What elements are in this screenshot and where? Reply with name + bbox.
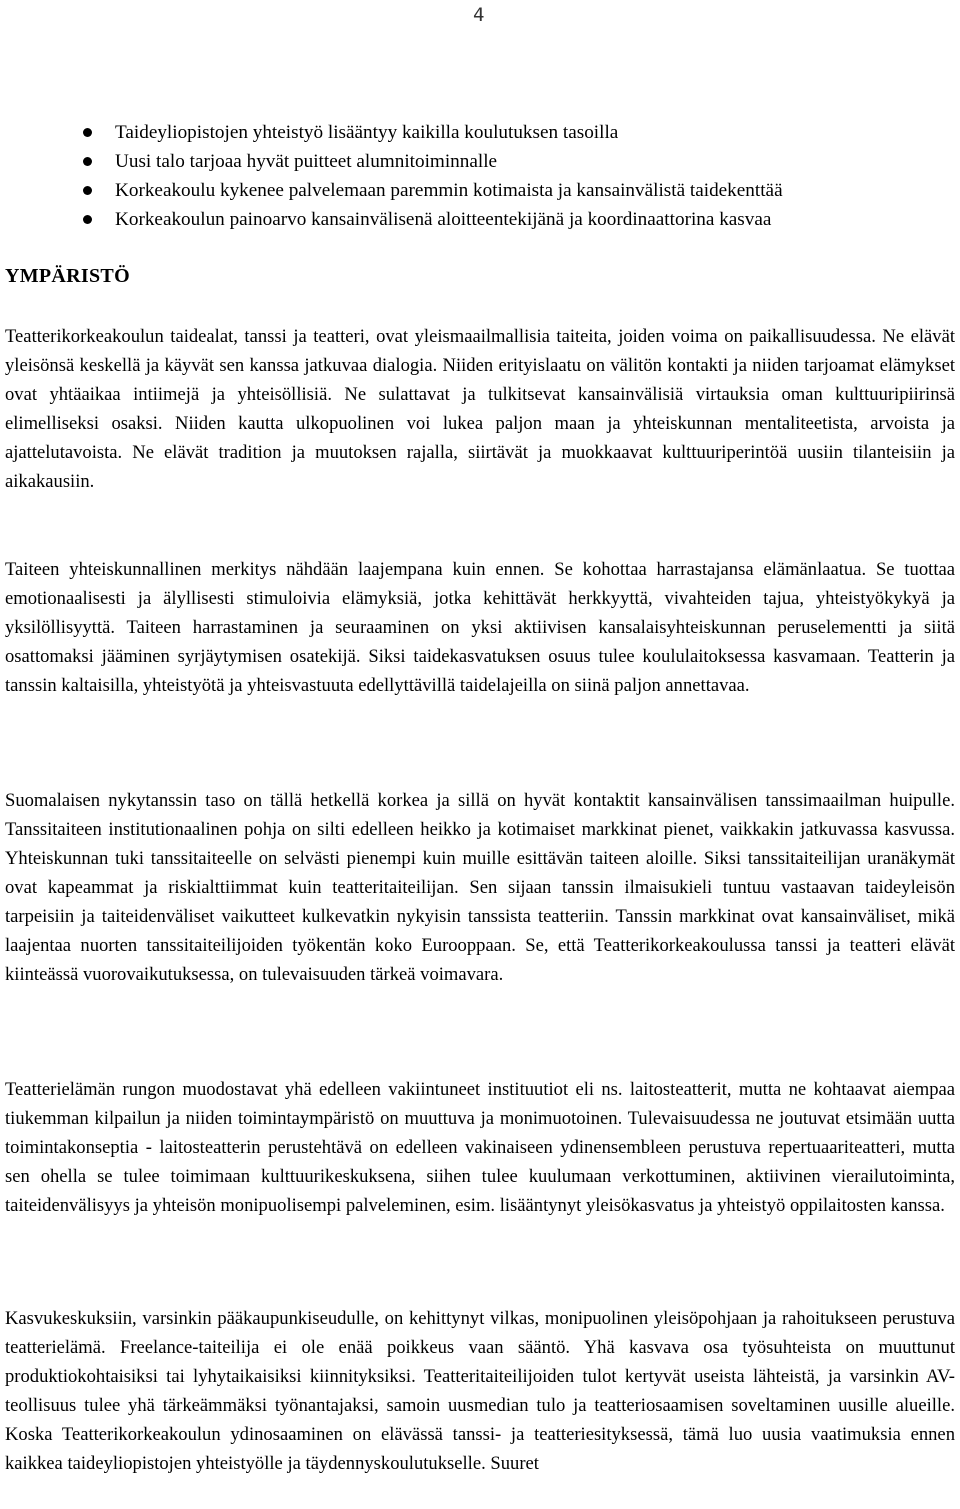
- bullet-text: Uusi talo tarjoaa hyvät puitteet alumnitoiminnalle: [115, 151, 498, 172]
- list-item: [0, 118, 783, 147]
- section-heading: YMPÄRISTÖ: [5, 265, 130, 287]
- paragraph: Taiteen yhteiskunnallinen merkitys nähdään laajempana kuin ennen. Se kohottaa harrastajansa elämänlaatua. Se tuottaa emotionaalisesti ja älyllisesti stimuloivia elämyksiä, jotka kehittävät herkkyyttä, vivahteiden tajua, yhteistyökykyä ja yksilöllisyyttä. Taiteen harrastaminen ja seuraaminen on yksi aktiivisen kansalaisyhteiskunnan peruselementti ja siitä osattomaksi jääminen syrjäytymisen osatekijä. Siksi taidekasvatuksen osuus tulee koululaitoksessa kasvamaan. Teatterin ja tanssin kaltaisilla, yhteistyötä ja yhteisvastuuta edellyttävillä taidelajeilla on siinä paljon annettavaa.: [5, 559, 955, 696]
- page-number: 4: [473, 4, 485, 26]
- paragraph: Suomalaisen nykytanssin taso on tällä hetkellä korkea ja sillä on hyvät kontaktit kansainvälisen tanssimaailman huipulle. Tanssitaiteen institutionaalinen pohja on silti edelleen heikko ja kotimaiset markkinat pienet, vaikkakin jatkuvassa kasvussa. Yhteiskunnan tuki tanssitaiteelle on selvästi pienempi kuin muille esittävän taiteen aloille. Siksi tanssitaiteilijan uranäkymät ovat kapeammat ja riskialttiimmat kuin teatteritaiteilijan. Sen sijaan tanssin ilmaisukieli tuntuu vastaavan taideyleisön tarpeisiin ja taiteidenväliset vaikutteet kulkevatkin nykyisin tanssista teatteriin. Tanssin markkinat ovat kansainväliset, mikä laajentaa nuorten tanssitaiteilijoiden työkentän koko Eurooppaan. Se, että Teatterikorkeakoulussa tanssi ja teatteri elävät kiinteässä vuorovaikutuksessa, on tulevaisuuden tärkeä voimavara.: [5, 790, 955, 985]
- bullet-text: Taideyliopistojen yhteistyö lisääntyy kaikilla koulutuksen tasoilla: [115, 122, 619, 143]
- bullet-list: [0, 118, 783, 234]
- bullet-icon: [83, 128, 92, 137]
- bullet-text: Korkeakoulun painoarvo kansainvälisenä aloitteentekijänä ja koordinaattorina kasvaa: [115, 209, 772, 230]
- paragraph: Teatterikorkeakoulun taidealat, tanssi ja teatteri, ovat yleismaailmallisia taiteita, joiden voima on paikallisuudessa. Ne elävät yleisönsä keskellä ja käyvät sen kanssa jatkuvaa dialogia. Niiden erityislaatu on välitön kontakti ja niiden tarjoamat elämykset ovat yhtäaikaa intiimejä ja yhteisöllisiä. Ne sulattavat ja tulkitsevat kansainvälisiä virtauksia oman kulttuuripiirinsä elimelliseksi osaksi. Niiden kautta ulkopuolinen voi lukea paljon maan ja yhteiskunnan mentaliteetista, arvoista ja ajattelutavoista. Ne elävät tradition ja muutoksen rajalla, siirtävät ja muokkaavat kulttuuriperintöä uusiin tilanteisiin ja aikakausiin.: [5, 326, 955, 492]
- bullet-icon: [83, 215, 92, 224]
- paragraph: Teatterielämän rungon muodostavat yhä edelleen vakiintuneet instituutiot eli ns. laitosteatterit, mutta ne kohtaavat aiempaa tiukemman kilpailun ja niiden toimintaympäristö on muuttuva ja monimuotoinen. Tulevaisuudessa ne joutuvat etsimään uutta toimintakonseptia - laitosteatterin perustehtävä on edelleen vakinaiseen ydinensembleen perustuva repertuaariteatteri, mutta sen ohella se tulee toimimaan kulttuurikeskuksena, siihen tulee kuulumaan verkottuminen, aktiivinen vierailutoiminta, taiteidenvälisyys ja yhteisön monipuolisempi palveleminen, esim. lisääntynyt yleisökasvatus ja yhteistyö oppilaitosten kanssa.: [5, 1079, 955, 1216]
- paragraph: Kasvukeskuksiin, varsinkin pääkaupunkiseudulle, on kehittynyt vilkas, monipuolinen yleisöpohjaan ja rahoitukseen perustuva teatterielämä. Freelance-taiteilija ei ole enää poikkeus vaan sääntö. Yhä kasvava osa työsuhteista on muuttunut produktiokohtaisiksi tai lyhytaikaisiksi kiinnityksiksi. Teatteritaiteilijoiden tulot kertyvät useista lähteistä, ja varsinkin AV-teollisuus tulee yhä tärkeämmäksi työnantajaksi, samoin uusmedian tulo ja teatteriosaamisen soveltaminen uusille alueille. Koska Teatterikorkeakoulun ydinosaaminen on elävässä tanssi- ja teatteriesityksessä, tämä luo uusia vaatimuksia ennen kaikkea taideyliopistojen yhteistyölle ja täydennyskoulutukselle. Suuret: [5, 1308, 955, 1474]
- bullet-icon: [83, 186, 92, 195]
- list-item: [0, 205, 783, 234]
- bullet-text: Korkeakoulu kykenee palvelemaan paremmin kotimaista ja kansainvälistä taidekenttää: [115, 180, 783, 201]
- list-item: [0, 147, 783, 176]
- list-item: [0, 176, 783, 205]
- bullet-icon: [83, 157, 92, 166]
